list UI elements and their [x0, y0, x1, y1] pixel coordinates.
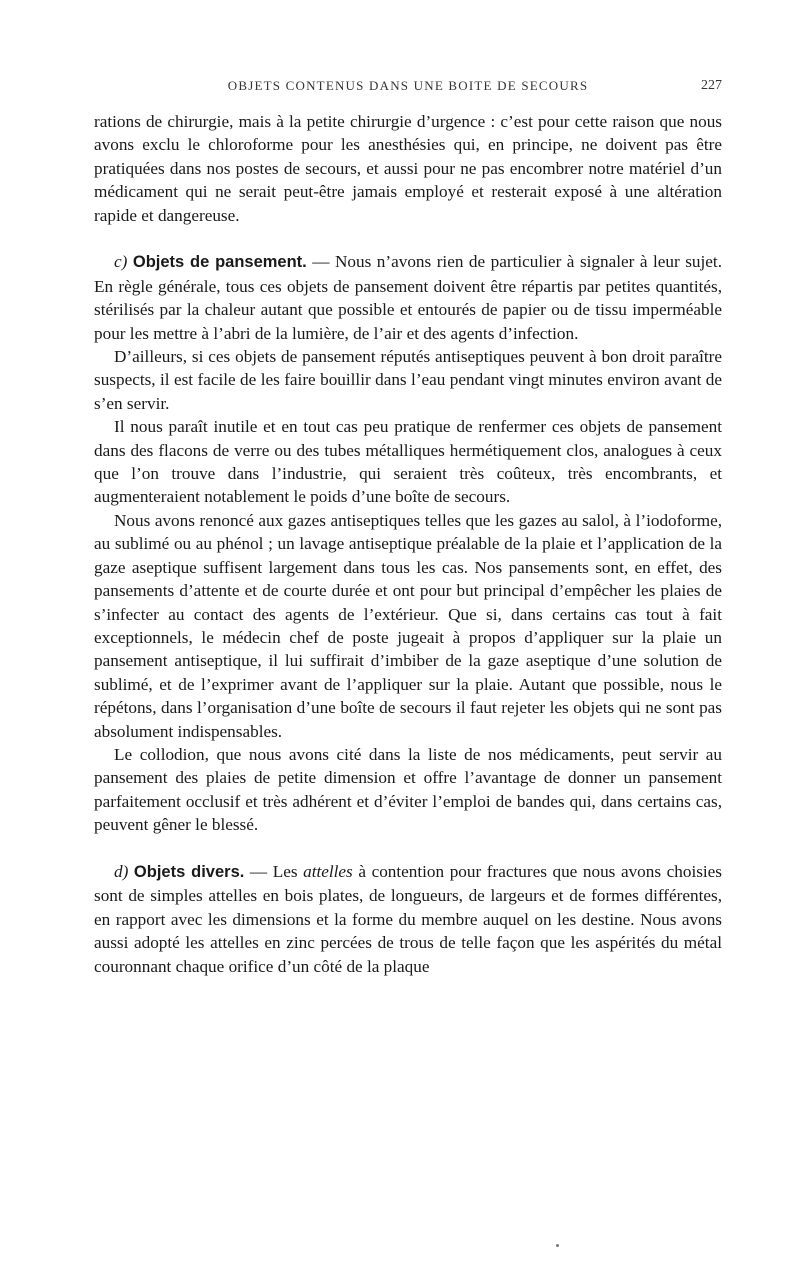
section-c-paragraph: [94, 250, 722, 345]
section-c-text: — Nous n’avons rien de particulier à signaler à leur sujet. En règle générale, tous ces objets de pansement doivent être répartis par petites quantités, stérilisés par la chaleur autant que possible et entourés de papier ou de tissu imperméable pour les mettre à l’abri de la lumière, de l’air et des agents d’infection.: [94, 252, 722, 343]
section-d-text: à contention pour fractures que nous avons choisies sont de simples attelles en bois plates, de longueurs, de largeurs et de formes différentes, en rapport avec les dimensions et la forme du membre auquel on les destine. Nous avons aussi adopté les attelles en zinc percées de trous de telle façon que les aspérités du métal couronnant chaque orifice d’un côté de la plaque: [94, 861, 722, 976]
paragraph-containers: Il nous paraît inutile et en tout cas peu pratique de renfermer ces objets de pansement dans des flacons de verre ou des tubes métalliques hermétiquement clos, analogues à ceux que l’on trouve dans l’industrie, qui seraient très coûteux, très encombrants, et augmenteraient notablement le poids d’une boîte de secours.: [94, 417, 722, 507]
paragraph-antiseptic-gauze: Nous avons renoncé aux gazes antiseptiques telles que les gazes au salol, à l’iodoforme, au sublimé ou au phénol ; un lavage antiseptique préalable de la plaie et l’application de la gaze aseptique suffisent largement dans tous les cas. Nos pansements sont, en effet, des pansements d’attente et de courte durée et ont pour but principal d’empêcher les plaies de s’infecter au contact des agents de l’extérieur. Que si, dans certains cas tout à fait exceptionnels, le médecin chef de poste jugeait à propos d’appliquer sur la plaie un pansement antiseptique, il lui suffirait d’imbiber de la gaze aseptique d’une solution de sublimé, et de l’exprimer avant de l’appliquer sur la plaie. Autant que possible, nous le répétons, dans l’organisation d’une boîte de secours il faut rejeter les objets qui ne sont pas absolument indispensables.: [94, 510, 722, 741]
section-d-letter: d): [114, 861, 129, 881]
running-title: OBJETS CONTENUS DANS UNE BOITE DE SECOURS: [227, 78, 589, 93]
section-c-heading: Objets de pansement.: [132, 253, 307, 272]
section-spacer: [94, 227, 722, 250]
section-d-dash: — Les: [244, 861, 304, 881]
section-spacer: [94, 837, 722, 860]
page-number: 227: [701, 78, 722, 93]
paragraph-collodion: Le collodion, que nous avons cité dans la liste de nos médicaments, peut servir au pansement des plaies de petite dimension et offre l’avantage de donner un pansement parfaitement occlusif et très adhérent et d’éviter l’emploi de bandes qui, dans certains cas, peuvent gêner le blessé.: [94, 744, 722, 835]
section-c-letter: c): [114, 252, 128, 272]
section-d-heading: Objets divers.: [133, 862, 245, 881]
running-header: [94, 78, 722, 100]
page-body: [94, 110, 722, 978]
paragraph-sterilisation: D’ailleurs, si ces objets de pansement réputés antiseptiques peuvent à bon droit paraître suspects, il est facile de les faire bouillir dans l’eau pendant vingt minutes environ avant de s’en servir.: [94, 347, 722, 413]
print-speck: [556, 1244, 559, 1247]
section-d-emphasis: attelles: [303, 861, 353, 881]
paragraph-continuation: rations de chirurgie, mais à la petite chirurgie d’urgence : c’est pour cette raison que nous avons exclu le chloroforme pour les anesthésies qui, en principe, ne doivent pas être pratiquées dans nos postes de secours, et aussi pour ne pas encombrer notre matériel d’un médicament qui ne serait peut-être jamais employé et resterait exposé à une altération rapide et dangereuse.: [94, 112, 722, 225]
section-d-paragraph: [94, 860, 722, 978]
